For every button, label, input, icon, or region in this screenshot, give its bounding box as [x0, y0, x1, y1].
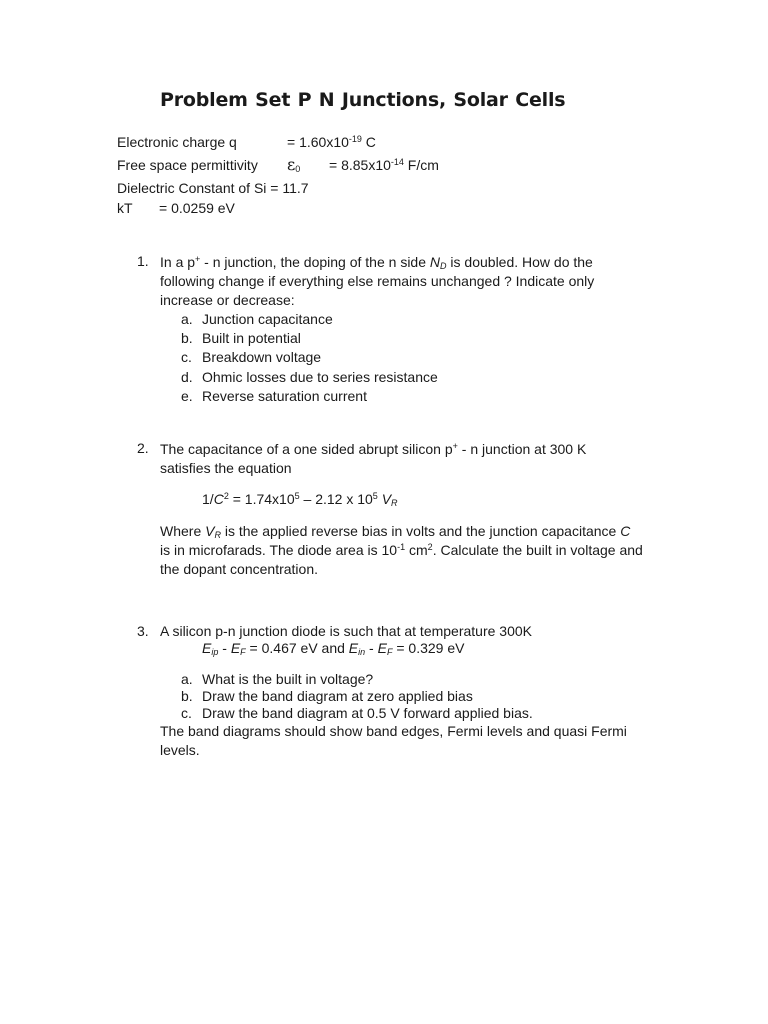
question-1-number: 1. — [137, 253, 149, 269]
q1-item-text: Breakdown voltage — [202, 349, 322, 365]
constant-permittivity-value: = $8.85x10^{-14}$ F/cm — [329, 157, 439, 173]
q1-item-letter: d. — [181, 369, 193, 385]
question-3-energy-values: $E_{ip} - E_F = 0.467$ eV and $E_{in} - E_F = 0.329$ eV — [202, 640, 465, 657]
q3-item-letter: a. — [181, 671, 193, 687]
question-2-where: Where $V_R$ is the applied reverse bias in volts and the junction capacitance C is in microfarads. The diode area is $10^{-1}$ $cm^2$. Calculate the built in voltage and the dopant concentration. — [160, 523, 643, 577]
q1-item-text: Built in potential — [202, 330, 301, 346]
q3-item-text: Draw the band diagram at 0.5 V forward applied bias. — [202, 705, 533, 721]
constant-permittivity-label: Free space permittivity — [117, 157, 258, 173]
q1-item-letter: e. — [181, 388, 193, 404]
question-3-number: 3. — [137, 623, 149, 639]
q1-item-text: Ohmic losses due to series resistance — [202, 369, 438, 385]
question-2-text: The capacitance of a one sided abrupt silicon p+ - n junction at 300 K satisfies the equation — [160, 441, 587, 476]
constant-kt-value: = 0.0259 eV — [159, 200, 235, 216]
constant-charge-value: = $1.60x10^{-19}$ C — [287, 134, 376, 150]
q3-item-letter: c. — [181, 705, 192, 721]
q1-item-letter: a. — [181, 311, 193, 327]
question-2-equation: $1/C^2 = 1.74x10^5 - 2.12$ x $10^5$ $V_R$ — [202, 491, 398, 508]
constant-dielectric: Dielectric Constant of Si = 11.7 — [117, 180, 309, 196]
page-title: Problem Set P N Junctions, Solar Cells — [160, 89, 566, 111]
constant-permittivity-symbol: $\varepsilon_0$ — [287, 155, 301, 174]
q1-item-text: Junction capacitance — [202, 311, 333, 327]
q3-item-text: Draw the band diagram at zero applied bias — [202, 688, 473, 704]
constant-kt-label: kT — [117, 200, 133, 216]
q3-item-text: What is the built in voltage? — [202, 671, 374, 687]
q1-item-letter: b. — [181, 330, 193, 346]
question-2-number: 2. — [137, 440, 149, 456]
question-3-text: A silicon p-n junction diode is such that at temperature 300K — [160, 623, 532, 639]
q1-item-text: Reverse saturation current — [202, 388, 367, 404]
q1-item-letter: c. — [181, 349, 192, 365]
question-1-text: In a p+ - n junction, the doping of the n side $N_D$ is doubled. How do the following change if everything else remains unchanged ? Indicate only increase or decrease: — [160, 254, 595, 308]
constant-charge-label: Electronic charge q — [117, 134, 237, 150]
q3-item-letter: b. — [181, 688, 193, 704]
question-3-note: The band diagrams should show band edges, Fermi levels and quasi Fermi levels. — [160, 723, 627, 758]
